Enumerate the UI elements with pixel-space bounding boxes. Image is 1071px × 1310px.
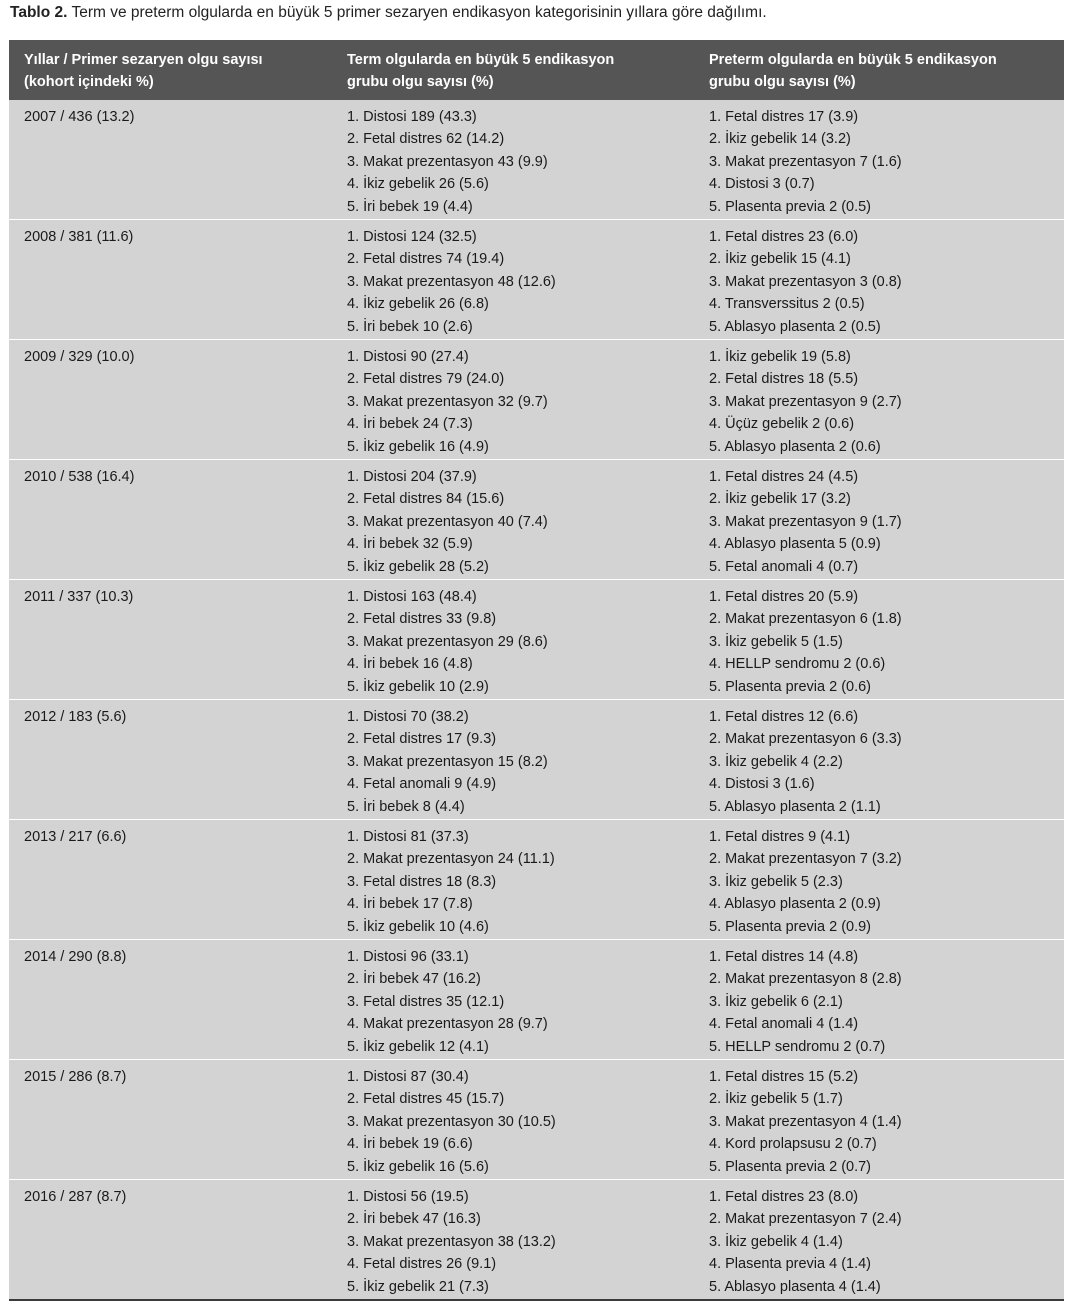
term-cell [347,220,709,339]
term-cell [347,700,709,819]
term-indication: 3. Makat prezentasyon 15 (8.2) [347,753,548,770]
term-indication: 2. Fetal distres 84 (15.6) [347,491,505,508]
term-indication: 1. Distosi 81 (37.3) [347,829,469,845]
term-indication: 3. Makat prezentasyon 38 (13.2) [347,1233,556,1250]
term-indication: 5. İkiz gebelik 21 (7.3) [347,1278,489,1295]
preterm-indication: 3. Makat prezentasyon 9 (2.7) [709,393,902,410]
preterm-indication: 2. Fetal distres 18 (5.5) [709,371,859,388]
preterm-indication: 1. Fetal distres 23 (6.0) [709,229,859,245]
year-cell [9,820,347,939]
term-indication: 3. Fetal distres 18 (8.3) [347,873,497,890]
preterm-indication: 2. İkiz gebelik 15 (4.1) [709,251,851,268]
preterm-indication: 4. Fetal anomali 4 (1.4) [709,1016,859,1033]
preterm-cell [709,100,1064,219]
table-body [9,100,1064,1299]
header-line: (kohort içindeki %) [24,74,154,90]
preterm-cell [709,340,1064,459]
term-cell [347,1060,709,1179]
year-count-text: 2011 / 337 (10.3) [24,589,134,605]
table-row [9,819,1064,939]
preterm-cell [709,580,1064,699]
preterm-indication: 4. Distosi 3 (0.7) [709,176,815,193]
term-indication: 2. İri bebek 47 (16.3) [347,1211,481,1228]
term-indication: 5. İkiz gebelik 28 (5.2) [347,558,489,575]
preterm-indication: 2. Makat prezentasyon 8 (2.8) [709,971,902,988]
preterm-indication: 1. Fetal distres 23 (8.0) [709,1189,859,1205]
term-indication: 3. Makat prezentasyon 43 (9.9) [347,153,548,170]
term-indication: 1. Distosi 70 (38.2) [347,709,469,725]
preterm-indication: 4. Kord prolapsusu 2 (0.7) [709,1136,877,1153]
term-indication: 5. İri bebek 8 (4.4) [347,798,465,815]
term-indication: 2. Fetal distres 17 (9.3) [347,731,497,748]
term-cell [347,580,709,699]
term-indication: 1. Distosi 189 (43.3) [347,109,477,125]
table-row [9,339,1064,459]
header-years [9,40,347,100]
header-line: grubu olgu sayısı (%) [709,74,856,90]
preterm-cell [709,700,1064,819]
preterm-cell [709,1060,1064,1179]
preterm-indication: 5. Ablasyo plasenta 2 (0.5) [709,318,881,335]
term-indication: 3. Makat prezentasyon 48 (12.6) [347,273,556,290]
year-cell [9,940,347,1059]
year-count-text: 2015 / 286 (8.7) [24,1069,127,1085]
term-indication: 4. İri bebek 17 (7.8) [347,896,473,913]
term-indication: 1. Distosi 56 (19.5) [347,1189,469,1205]
preterm-indication: 5. Plasenta previa 2 (0.7) [709,1158,872,1175]
year-cell [9,700,347,819]
table-row [9,1059,1064,1179]
year-cell [9,1180,347,1299]
preterm-indication: 5. Plasenta previa 2 (0.9) [709,918,872,935]
header-line: Preterm olgularda en büyük 5 endikasyon [709,52,997,68]
term-indication: 5. İkiz gebelik 16 (4.9) [347,438,489,455]
header-line: grubu olgu sayısı (%) [347,74,494,90]
term-cell [347,460,709,579]
term-indication: 1. Distosi 163 (48.4) [347,589,477,605]
term-indication: 5. İri bebek 19 (4.4) [347,198,473,215]
term-indication: 4. İkiz gebelik 26 (6.8) [347,296,489,313]
term-indication: 5. İkiz gebelik 16 (5.6) [347,1158,489,1175]
table-row [9,579,1064,699]
term-indication: 3. Makat prezentasyon 29 (8.6) [347,633,548,650]
header-preterm [709,40,1064,100]
year-cell [9,460,347,579]
term-indication: 4. Makat prezentasyon 28 (9.7) [347,1016,548,1033]
preterm-indication: 2. Makat prezentasyon 7 (3.2) [709,851,902,868]
header-term [347,40,709,100]
preterm-indication: 1. Fetal distres 14 (4.8) [709,949,859,965]
term-indication: 2. Fetal distres 62 (14.2) [347,131,505,148]
preterm-indication: 4. Üçüz gebelik 2 (0.6) [709,416,855,433]
preterm-indication: 2. İkiz gebelik 14 (3.2) [709,131,851,148]
preterm-indication: 3. İkiz gebelik 5 (1.5) [709,633,843,650]
preterm-indication: 4. HELLP sendromu 2 (0.6) [709,656,886,673]
term-cell [347,1180,709,1299]
term-indication: 4. İri bebek 24 (7.3) [347,416,473,433]
preterm-indication: 4. Ablasyo plasenta 5 (0.9) [709,536,881,553]
preterm-indication: 5. Fetal anomali 4 (0.7) [709,558,859,575]
table-row [9,1179,1064,1299]
preterm-indication: 1. Fetal distres 17 (3.9) [709,109,859,125]
year-count-text: 2008 / 381 (11.6) [24,229,134,245]
year-count-text: 2013 / 217 (6.6) [24,829,127,845]
term-indication: 1. Distosi 90 (27.4) [347,349,469,365]
preterm-indication: 1. Fetal distres 24 (4.5) [709,469,859,485]
preterm-indication: 3. Makat prezentasyon 4 (1.4) [709,1113,902,1130]
table-caption [10,3,767,23]
term-indication: 2. Fetal distres 33 (9.8) [347,611,497,628]
year-count-text: 2010 / 538 (16.4) [24,469,135,485]
preterm-indication: 3. Makat prezentasyon 7 (1.6) [709,153,902,170]
caption-label: Tablo 2. [10,4,68,21]
term-indication: 4. İkiz gebelik 26 (5.6) [347,176,489,193]
preterm-indication: 3. İkiz gebelik 6 (2.1) [709,993,843,1010]
term-indication: 3. Makat prezentasyon 30 (10.5) [347,1113,556,1130]
term-cell [347,940,709,1059]
preterm-indication: 3. İkiz gebelik 4 (1.4) [709,1233,843,1250]
table-row [9,100,1064,219]
term-indication: 2. İri bebek 47 (16.2) [347,971,481,988]
term-indication: 5. İkiz gebelik 10 (2.9) [347,678,489,695]
term-indication: 2. Fetal distres 45 (15.7) [347,1091,505,1108]
term-cell [347,340,709,459]
year-cell [9,100,347,219]
preterm-indication: 2. Makat prezentasyon 6 (3.3) [709,731,902,748]
preterm-indication: 3. Makat prezentasyon 3 (0.8) [709,273,902,290]
term-indication: 4. İri bebek 32 (5.9) [347,536,473,553]
term-indication: 1. Distosi 96 (33.1) [347,949,469,965]
preterm-indication: 4. Plasenta previa 4 (1.4) [709,1256,872,1273]
preterm-cell [709,940,1064,1059]
term-indication: 3. Fetal distres 35 (12.1) [347,993,505,1010]
preterm-indication: 3. İkiz gebelik 4 (2.2) [709,753,843,770]
term-indication: 4. Fetal anomali 9 (4.9) [347,776,497,793]
term-indication: 2. Fetal distres 74 (19.4) [347,251,505,268]
term-indication: 4. İri bebek 16 (4.8) [347,656,473,673]
year-cell [9,220,347,339]
preterm-indication: 1. Fetal distres 12 (6.6) [709,709,859,725]
year-cell [9,580,347,699]
year-count-text: 2007 / 436 (13.2) [24,109,135,125]
table-row [9,219,1064,339]
preterm-indication: 2. İkiz gebelik 5 (1.7) [709,1091,843,1108]
table-header [9,40,1064,100]
preterm-indication: 5. Plasenta previa 2 (0.5) [709,198,872,215]
preterm-indication: 1. Fetal distres 15 (5.2) [709,1069,859,1085]
preterm-indication: 4. Transverssitus 2 (0.5) [709,296,865,313]
preterm-indication: 3. İkiz gebelik 5 (2.3) [709,873,843,890]
header-line: Yıllar / Primer sezaryen olgu sayısı [24,52,263,68]
term-indication: 3. Makat prezentasyon 40 (7.4) [347,513,548,530]
table-row [9,459,1064,579]
term-cell [347,100,709,219]
preterm-indication: 1. İkiz gebelik 19 (5.8) [709,349,851,365]
preterm-indication: 5. Ablasyo plasenta 4 (1.4) [709,1278,881,1295]
preterm-indication: 3. Makat prezentasyon 9 (1.7) [709,513,902,530]
preterm-cell [709,460,1064,579]
preterm-indication: 2. İkiz gebelik 17 (3.2) [709,491,851,508]
year-count-text: 2012 / 183 (5.6) [24,709,127,725]
preterm-indication: 5. HELLP sendromu 2 (0.7) [709,1038,886,1055]
preterm-indication: 2. Makat prezentasyon 7 (2.4) [709,1211,902,1228]
preterm-cell [709,820,1064,939]
term-indication: 2. Fetal distres 79 (24.0) [347,371,505,388]
term-indication: 5. İkiz gebelik 10 (4.6) [347,918,489,935]
year-count-text: 2014 / 290 (8.8) [24,949,127,965]
caption-text: Term ve preterm olgularda en büyük 5 primer sezaryen endikasyon kategorisinin yıllara göre dağılımı. [67,4,767,21]
preterm-indication: 5. Ablasyo plasenta 2 (1.1) [709,798,881,815]
term-indication: 1. Distosi 204 (37.9) [347,469,477,485]
table-row [9,699,1064,819]
indication-table [9,40,1064,1301]
preterm-indication: 5. Ablasyo plasenta 2 (0.6) [709,438,881,455]
term-indication: 5. İkiz gebelik 12 (4.1) [347,1038,489,1055]
preterm-indication: 5. Plasenta previa 2 (0.6) [709,678,872,695]
table-row [9,939,1064,1059]
preterm-indication: 4. Distosi 3 (1.6) [709,776,815,793]
preterm-indication: 1. Fetal distres 20 (5.9) [709,589,859,605]
term-indication: 4. İri bebek 19 (6.6) [347,1136,473,1153]
year-count-text: 2016 / 287 (8.7) [24,1189,127,1205]
term-indication: 1. Distosi 87 (30.4) [347,1069,469,1085]
term-indication: 2. Makat prezentasyon 24 (11.1) [347,851,555,868]
term-indication: 1. Distosi 124 (32.5) [347,229,477,245]
preterm-indication: 2. Makat prezentasyon 6 (1.8) [709,611,902,628]
year-cell [9,340,347,459]
term-indication: 5. İri bebek 10 (2.6) [347,318,473,335]
preterm-cell [709,220,1064,339]
year-cell [9,1060,347,1179]
term-indication: 3. Makat prezentasyon 32 (9.7) [347,393,548,410]
preterm-indication: 4. Ablasyo plasenta 2 (0.9) [709,896,881,913]
preterm-cell [709,1180,1064,1299]
term-indication: 4. Fetal distres 26 (9.1) [347,1256,497,1273]
header-line: Term olgularda en büyük 5 endikasyon [347,52,615,68]
preterm-indication: 1. Fetal distres 9 (4.1) [709,829,851,845]
term-cell [347,820,709,939]
year-count-text: 2009 / 329 (10.0) [24,349,135,365]
